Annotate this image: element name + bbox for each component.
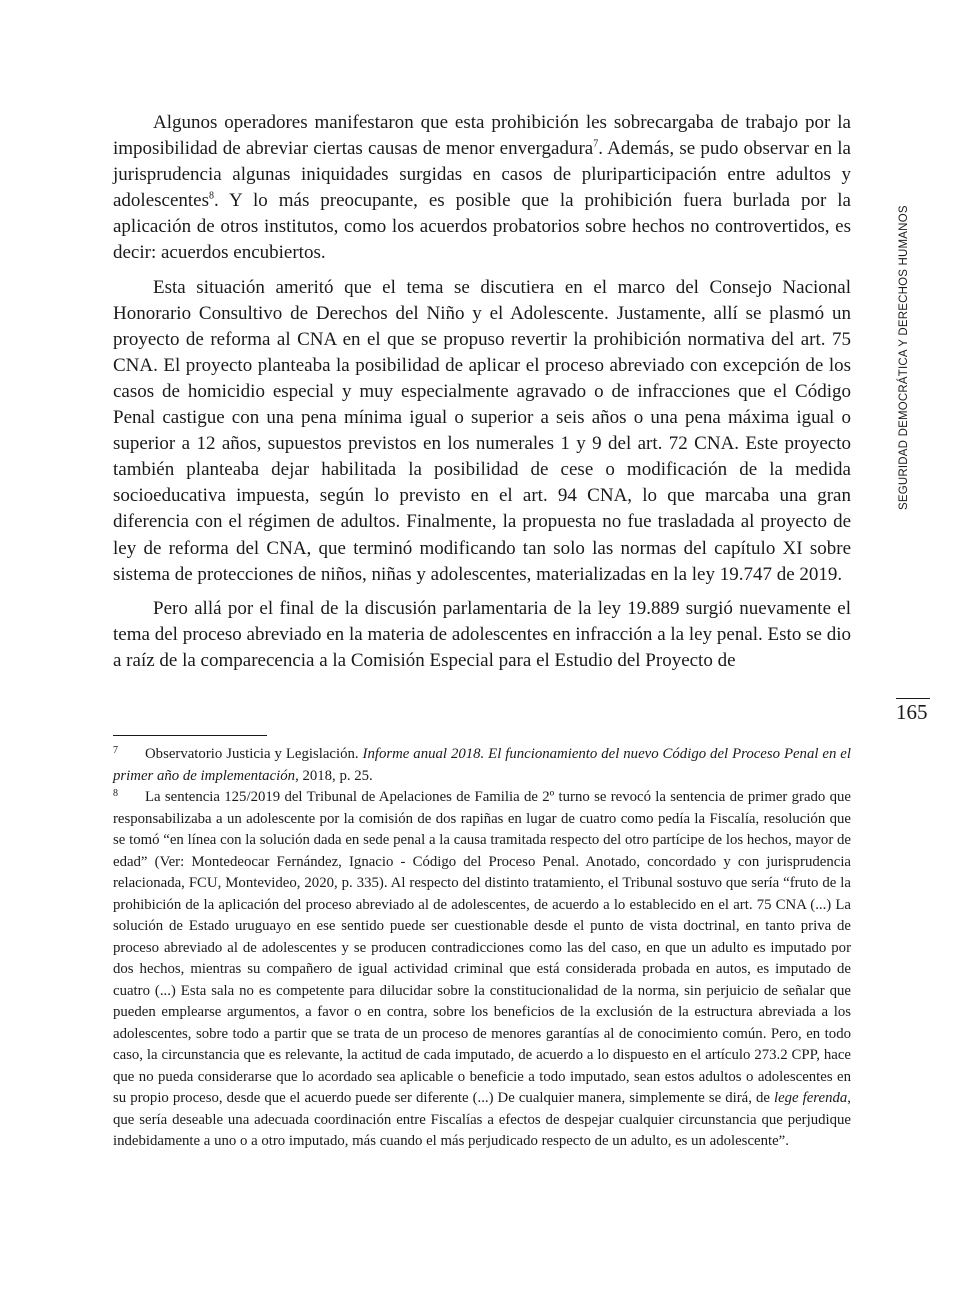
footnote-ref-8[interactable]: 8: [209, 190, 215, 202]
paragraph-1-part-b: . Además, se pudo observar en la jurisprudencia algunas iniquidades surgidas en casos de pluriparticipación entre adultos y adolescentes: [113, 138, 851, 212]
footnote-7-title: Informe anual 2018. El funcionamiento del nuevo Código del Proceso Penal en el primer año de implementación: [113, 746, 851, 784]
paragraph-1: [113, 110, 851, 267]
footnote-7-citation: , 2018, p. 25.: [295, 767, 373, 784]
footnote-ref-7[interactable]: 7: [593, 138, 599, 150]
paragraph-2: Esta situación ameritó que el tema se discutiera en el marco del Consejo Nacional Honorario Consultivo de Derechos del Niño y el Adolescente. Justamente, allí se plasmó un proyecto de reforma al CNA en el que se propuso revertir la prohibición normativa del art. 75 CNA. El proyecto planteaba la posibilidad de aplicar el proceso abreviado con excepción de los casos de homicidio especial y muy especialmente agravado o de infracciones que el Código Penal castigue con una pena mínima igual o superior a seis años o una pena máxima igual o superior a 12 años, supuestos previstos en los numerales 1 y 9 del art. 72 CNA. Este proyecto también planteaba dejar habilitada la posibilidad de cese o modificación de la medida socioeducativa impuesta, según lo previsto en el art. 94 CNA, lo que marcaba una gran diferencia con el régimen de adultos. Finalmente, la propuesta no fue trasladada al proyecto de ley de reforma del CNA, que terminó modificando tan solo las normas del capítulo XI sobre sistema de protecciones de niños, niñas y adolescentes, materializadas en la ley 19.747 de 2019.: [113, 276, 851, 585]
footnote-8-text: La sentencia 125/2019 del Tribunal de Apelaciones de Familia de 2º turno se revocó la sentencia de primer grado que responsabilizaba a un adolescente por la comisión de dos rapiñas en lugar de cuatro como pedía la Fiscalía, resolución que se tomó “en línea con la solución dada en sede penal a la causa tramitada respecto del otro partícipe de los hechos, mayor de edad” (Ver: Montedeocar Fernández, Ignacio - Código del Proceso Penal. Anotado, concordado y con jurisprudencia relacionada, FCU, Montevideo, 2020, p. 335). Al respecto del distinto tratamiento, el Tribunal sostuvo que sería “fruto de la prohibición de la aplicación del proceso abreviado al de adolescentes, de acuerdo a lo establecido en el art. 75 CNA (...) La solución de Estado uruguayo en ese sentido puede ser cuestionable desde el punto de vista doctrinal, en tanto priva de proceso abreviado al de adolescentes y se producen contradicciones como las del caso, en que un adulto es imputado por dos hechos, mientras su compañero de igual actividad criminal que está considerada probada en autos, es imputado de cuatro (...) Esta sala no es competente para dilucidar sobre la constitucionalidad de la norma, sin perjuicio de señalar que pueden emplearse argumentos, a favor o en contra, sobre los beneficios de la exclusión de la estructura abreviada a los adolescentes, sobre todo a partir que se trata de un proceso de menores garantías al de conocimiento común. Pero, en todo caso, la circunstancia que es relevante, la actitud de cada imputado, de acuerdo a lo dispuesto en el artículo 273.2 CPP, hace que no pueda considerarse que lo acordado sea aplicable o beneficie a todo imputado, sean estos adultos o adolescentes en su propio proceso, desde que el acuerdo puede ser diferente (...) De cualquier manera, simplemente se dirá, de: [113, 789, 851, 1106]
footnote-8-text-end: , que sería deseable una adecuada coordinación entre Fiscalías a efectos de despejar cualquier circunstancia que perjudique indebidamente a uno o a otro imputado, más cuando el más perjudicado respecto de un adulto, es un adolescente”.: [113, 1090, 851, 1149]
footnote-7: [113, 744, 851, 787]
footnote-8-number: 8: [113, 788, 118, 799]
page-number-rule: [896, 698, 930, 699]
footnote-separator: [113, 735, 267, 736]
footnote-7-number: 7: [113, 745, 118, 756]
footnote-8-latin-term: lege ferenda: [773, 1090, 848, 1106]
footnote-8: [113, 787, 851, 1153]
paragraph-1-part-a: Algunos operadores manifestaron que esta prohibición les sobrecargaba de trabajo por la imposibilidad de abreviar ciertas causas de menor envergadura: [113, 112, 851, 160]
page-number: 165: [896, 700, 928, 724]
paragraph-3: Pero allá por el final de la discusión parlamentaria de la ley 19.889 surgió nuevamente el tema del proceso abreviado en la materia de adolescentes en infracción a la ley penal. Esto se dio a raíz de la comparecencia a la Comisión Especial para el Estudio del Proyecto de: [113, 597, 851, 671]
footnotes: [113, 744, 851, 1153]
paragraph-1-part-c: . Y lo más preocupante, es posible que la prohibición fuera burlada por la aplicación de otros institutos, como los acuerdos probatorios sobre hechos no controvertidos, es decir: acuerdos encubiertos.: [113, 190, 851, 264]
footnote-7-text: Observatorio Justicia y Legislación.: [145, 746, 363, 762]
body-text: [113, 110, 851, 682]
running-header: SEGURIDAD DEMOCRÁTICA Y DERECHOS HUMANOS: [898, 205, 910, 510]
